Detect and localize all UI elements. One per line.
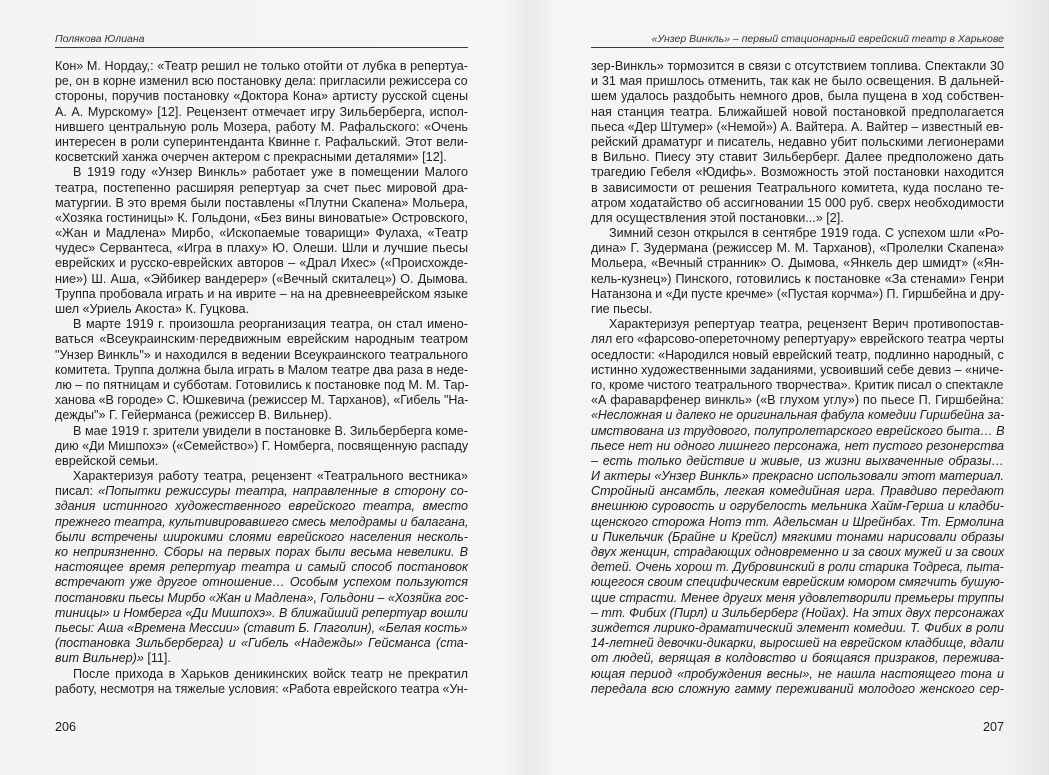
text-line [591, 651, 1004, 666]
italic-quote-text: прежнего театра, культивировавшего смесь мелодрамы и балагана, [55, 514, 469, 529]
text-line [55, 105, 468, 120]
body-text: Труппа пробовала играть и на иврите – на на древнееврейском языке [55, 286, 468, 301]
body-text: в зависимости от решения Театрального комитета, куда послано те- [591, 180, 1004, 195]
text-line [55, 605, 468, 621]
text-line [55, 424, 468, 439]
text-line [591, 454, 1004, 469]
text-line [55, 484, 468, 499]
body-text: нившего центральную роль Мозера, работу М. Рафальского: «Очень [55, 119, 468, 134]
italic-quote-text: от людей, верящая в колдовство и боящаяся призраков, пережива- [591, 651, 1004, 666]
body-text: ние») Ш. Аша, «Эйбикер вандерер» («Вечный скиталец») О. Дымова. [55, 271, 468, 286]
body-text: работу, несмотря на тяжелые условия: «Работа еврейского театра «Ун- [55, 681, 468, 696]
body-text: косветский ханжа очерчен актером с прекрасными деталями» [12]. [55, 150, 447, 165]
body-text: «А фараварфенер винкль» («В глухом углу») по пьесе П. Гиршбейна: [591, 393, 1004, 408]
body-text: и 31 мая пришлось отменить, так как не было освещения. В дальней- [591, 74, 1004, 89]
body-text: пьеса «Дер Штумер» («Немой») А. Вайтера. А. Вайтер – известный ев- [591, 119, 1004, 134]
body-text: Характеризуя репертуар театра, рецензент Верич противопостав- [609, 317, 1004, 332]
body-text: В 1919 году «Унзер Винкль» работает уже в помещении Малого [73, 165, 468, 180]
text-line [55, 226, 468, 241]
body-text: оседлости: «Народился новый еврейский театр, подлинно народный, с [591, 347, 1004, 362]
body-text: еврейской семьи. [55, 453, 159, 468]
body-text: Кон» М. Нордау,: «Театр решил не только отойти от лубка в репертуа- [55, 59, 468, 73]
text-line [55, 362, 469, 378]
text-line [55, 667, 468, 682]
body-text: В марте 1919 г. произошла реорганизация театра, он стал имено- [73, 317, 468, 332]
body-text: Натанзона и «Ди пусте кречме» («Пустая корчма») П. Гиршбейна и дру- [591, 286, 1005, 301]
text-line [591, 682, 1004, 697]
text-line [55, 241, 468, 256]
italic-quote-text: ющая период «пробуждения весны», не нашла настоящего тона и [591, 666, 1004, 681]
body-text: Зимний сезон открылся в сентябре 1919 года. С успехом шли «Ро- [609, 226, 1004, 241]
text-line [591, 530, 1004, 545]
text-line [591, 256, 1004, 271]
text-line [591, 636, 1004, 651]
text-line [55, 530, 468, 545]
text-line [591, 424, 1004, 439]
text-line [55, 120, 468, 135]
body-text: дежды"» Г. Гейерманса (режиссер В. Вильнер). [55, 408, 332, 423]
body-text: кель-кузнец») Пинского, готовились к постановке «За стенами» Генри [591, 271, 1004, 286]
body-text: в Вильно. Пиесу эту ставит Зильберберг. Далее предположено дать [591, 150, 1004, 165]
text-line [591, 317, 1004, 332]
text-line [55, 408, 468, 423]
text-line [55, 393, 469, 408]
text-line [591, 575, 1002, 590]
body-text: истинно художественными заданиями, усвоивший себе девиз – «ниче- [591, 362, 1004, 377]
text-line [591, 241, 1004, 256]
page-number: 206 [55, 720, 77, 734]
body-text: матургии. В это время были поставлены «Плутни Скапена» Мольера, [55, 195, 468, 210]
text-line [591, 226, 1004, 241]
text-line [591, 119, 1004, 135]
text-line [591, 560, 1004, 575]
text-line [55, 621, 466, 636]
italic-quote-text: передала всю сложную гамму переживаний молодого женского сер- [591, 681, 1004, 696]
text-line [55, 150, 468, 165]
text-line [55, 181, 468, 196]
body-text: чудес» Сервантеса, «Игра в плаху» Ю. Олеши. Шли и лучшие пьесы [55, 241, 468, 256]
text-line [591, 332, 1004, 347]
body-text: ваться «Всеукраинским·передвижным еврейским народным театром [55, 332, 468, 347]
text-line [591, 150, 1004, 165]
italic-quote-text: Стройный ансамбль, легкая комедийная игра. Правдиво передают [591, 484, 1004, 499]
body-text: писал: [55, 484, 99, 499]
text-line [55, 681, 468, 697]
text-line [55, 438, 469, 454]
body-text: дию «Ди Мишпохэ» («Семейство») Г. Номберга, посвященную распаду [55, 438, 469, 453]
text-line [55, 454, 468, 469]
body-text: ре, он в корне изменил всю постановку дела: пригласили режиссера со [55, 74, 468, 89]
body-text: гие пьесы. [591, 302, 653, 316]
text-line [591, 196, 1004, 211]
left-page [55, 0, 468, 775]
text-line [591, 59, 1004, 74]
body-text: для осуществления этой постановки...» [2]. [591, 210, 844, 225]
text-line [55, 135, 468, 150]
text-line [55, 651, 468, 666]
italic-quote-text: 14-летней девочки-дикарки, выросшей на еврейском кладбище, вдали [591, 636, 1004, 651]
italic-quote-text: встречают уже другое отношение… Особым успехом пользуются [55, 575, 468, 590]
right-page [591, 0, 1004, 775]
text-line [55, 317, 468, 332]
body-text: стороны, поручив постановку «Доктора Кона» артисту русской сцены [55, 89, 468, 104]
body-text: «Жан и Мадлена» Мирбо, «Ископаемые товарищи» Фулаха, «Театр [55, 226, 468, 241]
text-line [591, 211, 1004, 226]
italic-quote-text: зиждется лирико-драматический элемент комедии. Т. Фибих в роли [591, 620, 1004, 635]
text-line [55, 287, 468, 302]
text-line [55, 378, 468, 393]
text-line [591, 469, 1004, 484]
text-line [591, 105, 1004, 120]
italic-quote-text: ющегося своим специфическим еврейским юмором смягчить бушую- [591, 575, 1004, 590]
body-text: ная станция театра. Ближайшей новой постановкой предполагается [591, 104, 1004, 119]
text-line [591, 591, 1004, 606]
italic-quote-text: внешнюю суровость и огрубелость мельника Хайм-Герша и кладби- [591, 499, 1004, 514]
text-line [591, 377, 1004, 393]
body-text: ханова «В городе» С. Юшкевича (режиссер М. Тарханов), «Гибель "На- [55, 393, 469, 408]
italic-quote-text: детей. Очень хорош т. Дубровинский в роли старика Тодреса, пыта- [591, 560, 1004, 575]
italic-quote-text: – есть только действие и живые, из жизни выхваченные образы… [591, 453, 1004, 468]
italic-quote-text: И актеры «Унзер Винкль» прекрасно использовали этот материал. [591, 469, 1004, 484]
body-text: шел «Уриель Акоста» К. Гуцкова. [55, 302, 250, 316]
body-text: шем удалось раздобыть немного дров, была пущена в ход собствен- [591, 89, 1004, 104]
text-line [55, 560, 468, 575]
italic-quote-text: настоящее время репертуар театра и самый способ постановок [55, 560, 468, 575]
italic-quote-text: имствована из трудового, полупролетарского еврейского быта… В [591, 423, 1005, 438]
body-text: А. А. Мурскому» [12]. Рецензент отмечает игру Зильберберга, испол- [55, 104, 468, 119]
text-line [55, 575, 468, 590]
text-line [55, 469, 468, 484]
body-text: трагедию Гебеля «Юдифь». Возможность этой постановки находится [591, 165, 1004, 180]
italic-quote-text: пьесы: Аша «Времена Мессии» (ставит Б. Глаголин), «Белая кость» [55, 620, 468, 635]
body-text: "Унзер Винкль"» и находился в ведении Всеукраинского театрального [55, 347, 468, 362]
text-line [55, 256, 468, 271]
text-line [591, 605, 1005, 621]
text-line [591, 135, 1004, 150]
body-text: атром ходатайство об ассигновании 15 000 руб. сверх необходимости [591, 195, 1004, 210]
body-text: зер-Винкль» тормозится в связи с отсутствием топлива. Спектакли 30 [591, 59, 1004, 73]
text-line [55, 590, 469, 606]
body-text: Мольера, «Вечный странник» О. Дымова, «Янкель дер шмидт» («Ян- [591, 256, 1004, 271]
page-body [55, 59, 468, 697]
text-line [55, 196, 468, 211]
text-line [55, 59, 468, 74]
text-line [591, 302, 1004, 317]
body-text: В мае 1919 г. зрители увидели в постановке В. Зильберберга коме- [73, 423, 468, 438]
text-line [55, 272, 468, 287]
italic-quote-text: «Несложная и далеко не оригинальная фабула комедии Гиршбейна за- [591, 408, 1005, 423]
text-line [591, 667, 1004, 682]
body-text: [11]. [143, 651, 171, 666]
text-line [55, 514, 469, 530]
italic-quote-text: «Попытки режиссуры театра, направленные в сторону со- [98, 484, 468, 499]
page-body [591, 59, 1004, 697]
italic-quote-text: щие страсти. Менее других меня удовлетворили премьеры труппы [591, 590, 1004, 605]
italic-quote-text: здания истинного художественного еврейского театра, вместо [55, 499, 468, 514]
text-line [55, 89, 468, 104]
text-line [591, 621, 1004, 636]
italic-quote-text: (постановка Зильберберга) и «Гибель «Надежды» Гейсманса (ста- [55, 636, 468, 651]
body-text: лял его «фарсово-опереточному репертуару» еврейского театра черты [591, 332, 1004, 347]
text-line [591, 272, 1004, 287]
italic-quote-text: и Пикельчик (Брайне и Крейсл) мягкими тонами нарисовали образы [591, 529, 1004, 544]
body-text: «Хозяка гостиницы» К. Гольдони, «Без вины виноватые» Островского, [55, 210, 468, 225]
text-line [591, 439, 1004, 454]
text-line [591, 515, 1004, 530]
italic-quote-text: двух женщин, страдающих одновременно и за своих мужей и за своих [591, 545, 1005, 559]
text-line [55, 499, 468, 514]
header-rule [591, 47, 1004, 48]
text-line [55, 74, 468, 89]
header-rule [55, 47, 468, 48]
body-text: рейский драматург и писатель, недавно убит польскими легионерами [591, 134, 1004, 149]
body-text: интересен в роли суперинтенданта Квинне г. Рафальский. Этот вели- [55, 134, 468, 149]
body-text: дина» Г. Зудермана (режиссер М. М. Тарханов), «Пролелки Скапена» [591, 241, 1004, 256]
text-line [591, 74, 1004, 89]
text-line [55, 636, 468, 651]
text-line [55, 332, 468, 347]
body-text: Характеризуя работу театра, рецензент «Театрального вестника» [73, 469, 468, 484]
body-text: комитета. Труппа должна была играть в Малом театре два раза в неде- [55, 362, 469, 377]
body-text: лю – по пятницам и субботам. Готовились к постановке под М. М. Тар- [55, 377, 469, 392]
body-text: го, кроме чистого театрального творчества». Критик писал о спектакле [591, 377, 1004, 392]
text-line [591, 165, 1004, 180]
text-line [55, 545, 468, 560]
body-text: театра, постепенно расширяя репертуар за счет пьес мировой дра- [55, 180, 468, 195]
text-line [591, 484, 1004, 499]
text-line [55, 211, 468, 226]
italic-quote-text: тиницы» и Номберга «Ди Мишпохэ». В ближайший репертуар вошли [55, 605, 468, 620]
text-line [591, 408, 1005, 423]
text-line [55, 165, 468, 180]
text-line [591, 393, 1004, 408]
running-head-title: «Унзер Винкль» – первый стационарный еврейский театр в Харькове [651, 33, 1004, 45]
body-text: После прихода в Харьков деникинских войск театр не прекратил [73, 666, 468, 681]
text-line [55, 348, 468, 363]
body-text: еврейских и русско-еврейских авторов – «Драл Ихес» («Происхожде- [55, 256, 468, 271]
text-line [591, 499, 1004, 514]
italic-quote-text: вит Вильнер)» [55, 651, 144, 666]
text-line [591, 181, 1004, 196]
text-line [55, 302, 468, 317]
running-head-author: Полякова Юлиана [55, 33, 145, 45]
italic-quote-text: постановки пьесы Мирбо «Жан и Мадлена», Гольдони – «Хозяйка гос- [55, 590, 469, 605]
text-line [591, 89, 1004, 104]
text-line [591, 286, 1005, 302]
italic-quote-text: щенского сторожа Нотэ тт. Адельсман и Шрейнбах. Тт. Ермолина [591, 514, 1004, 529]
italic-quote-text: пьесе нет ни одного лишнего персонажа, нет пустого резонерства [591, 438, 1004, 453]
italic-quote-text: – тт. Фибих (Пирл) и Зильберберг (Нойах). На этих двух персонажах [591, 605, 1005, 620]
italic-quote-text: ко неприязненно. Сборы на первых порах были весьма невелики. В [55, 545, 468, 559]
text-line [591, 545, 1005, 560]
text-line [591, 362, 1004, 378]
page-number: 207 [982, 720, 1004, 734]
italic-quote-text: были встречены широкими слоями еврейского населения несколь- [55, 529, 468, 544]
text-line [591, 347, 1004, 363]
